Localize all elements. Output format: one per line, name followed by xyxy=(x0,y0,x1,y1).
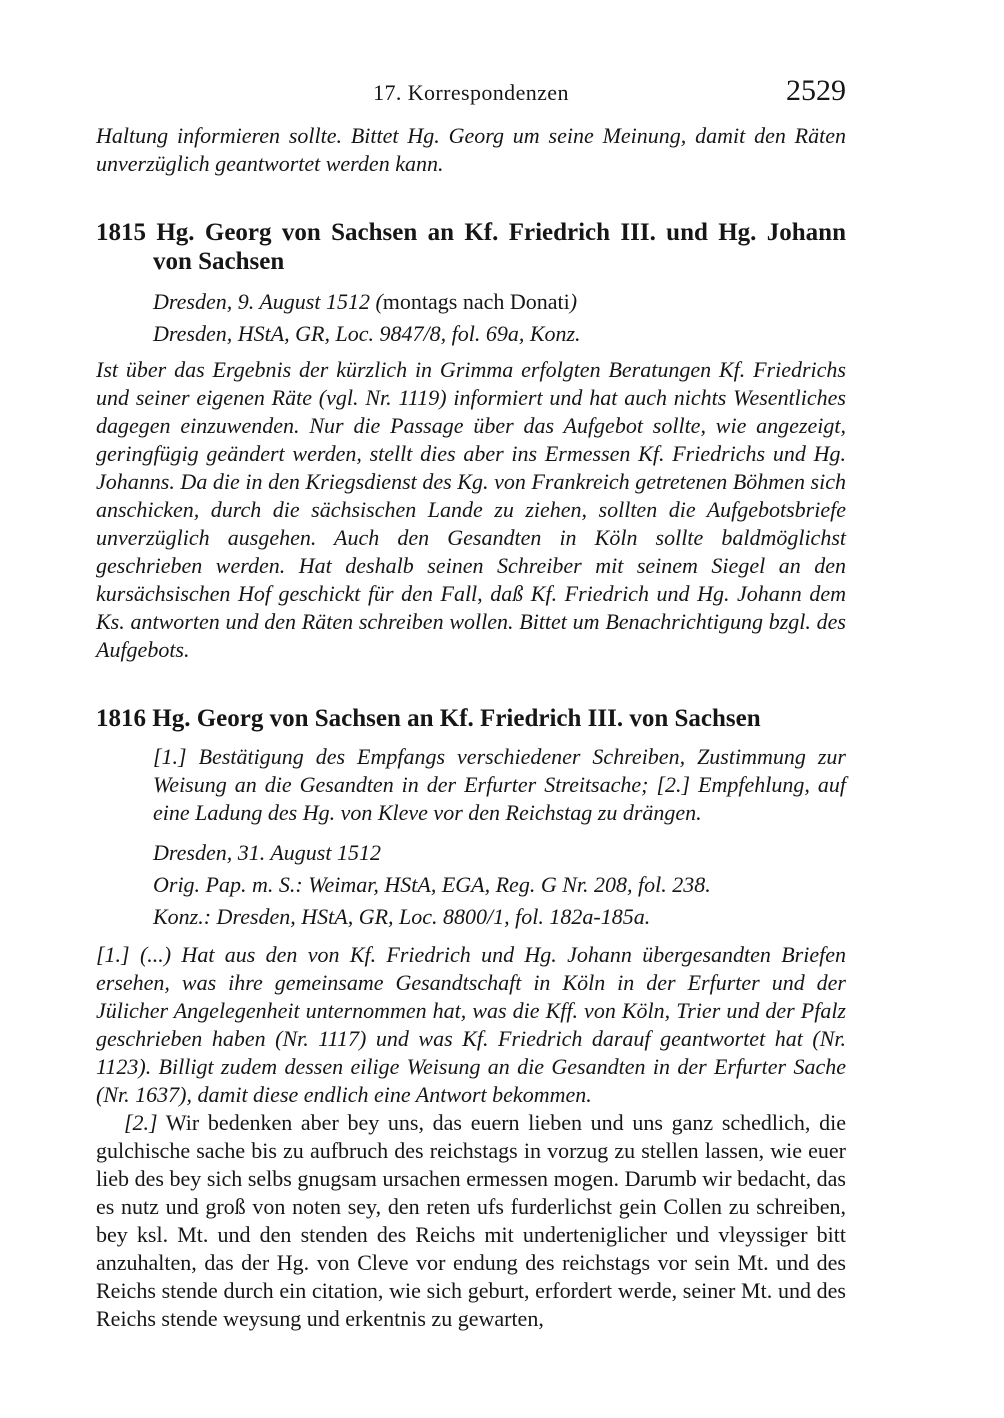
entry-1816-source-konz: Konz.: Dresden, HStA, GR, Loc. 8800/1, fol. 182a-185a. xyxy=(153,904,651,929)
entry-1815 xyxy=(96,218,846,664)
entry-1816-source-orig: Orig. Pap. m. S.: Weimar, HStA, EGA, Reg. G Nr. 208, fol. 238. xyxy=(153,872,711,897)
intro-paragraph: Haltung informieren sollte. Bittet Hg. Georg um seine Meinung, damit den Räten unverzüglich geantwortet werden kann. xyxy=(96,123,846,176)
entry-1815-date-gloss: montags nach Donati xyxy=(382,289,570,314)
entry-1816-heading xyxy=(96,704,846,733)
entry-1815-source-line: Dresden, HStA, GR, Loc. 9847/8, fol. 69a, Konz. xyxy=(153,321,581,346)
entry-1816-date-line: Dresden, 31. August 1512 xyxy=(153,840,381,865)
entry-1815-title: Hg. Georg von Sachsen an Kf. Friedrich III. und Hg. Johann von Sachsen xyxy=(153,219,846,275)
entry-1815-date-line xyxy=(153,288,846,316)
page-number: 2529 xyxy=(786,74,846,107)
entry-1815-date-place: Dresden, 9. August 1512 ( xyxy=(153,289,383,314)
page-header xyxy=(96,74,846,110)
entry-1815-number: 1815 xyxy=(96,219,146,246)
entry-1815-heading xyxy=(96,218,846,276)
entry-1816-title: Hg. Georg von Sachsen an Kf. Friedrich III. von Sachsen xyxy=(152,705,761,732)
entry-1816-para2-marker: [2.] xyxy=(124,1110,158,1135)
entry-1816-para1: [1.] (...) Hat aus den von Kf. Friedrich und Hg. Johann übergesandten Briefen ersehen, was ihre gemeinsame Gesandtschaft in Köln in der Erfurter und der Jülicher Angelegenheit unternommen hat, was die Kff. von Köln, Trier und der Pfalz geschrieben haben (Nr. 1117) und was Kf. Friedrich darauf geantwortet hat (Nr. 1123). Billigt zudem dessen eilige Weisung an die Gesandten in der Erfurter Sache (Nr. 1637), damit diese endlich eine Antwort bekommen. xyxy=(96,942,846,1107)
entry-1816-para2-text: Wir bedenken aber bey uns, das euern lieben und uns ganz schedlich, die gulchische sache bis zu aufbruch des reichstags in vorzug zu stellen lassen, wie euer lieb des bey sich selbs gnugsam ursachen ermessen mogen. Darumb wir bedacht, das es nutz und groß von noten sey, den reten ufs furderlichst gein Collen zu schreiben, bey ksl. Mt. und den stenden des Reichs mit underteniglicher und vleyssiger bitt anzuhalten, das der Hg. von Cleve vor endung des reichstags vor sein Mt. und des Reichs stende durch ein citation, wie sich geburt, erfordert werde, seiner Mt. und des Reichs stende weysung und erkentnis zu gewarten, xyxy=(96,1110,846,1331)
entry-1816-para2 xyxy=(96,1109,846,1333)
entry-1815-date-close: ) xyxy=(569,289,578,314)
entry-1816-number: 1816 xyxy=(96,705,146,732)
entry-1816-abstract: [1.] Bestätigung des Empfangs verschiedener Schreiben, Zustimmung zur Weisung an die Gesandten in der Erfurter Streitsache; [2.] Empfehlung, auf eine Ladung des Hg. von Kleve vor den Reichstag zu drängen. xyxy=(153,744,846,825)
entry-1816 xyxy=(96,704,846,1333)
running-header-title: 17. Korrespondenzen xyxy=(373,80,569,105)
entry-1815-summary: Ist über das Ergebnis der kürzlich in Grimma erfolgten Beratungen Kf. Friedrichs und seiner eigenen Räte (vgl. Nr. 1119) informiert und hat auch nichts Wesentliches dagegen einzuwenden. Nur die Passage über das Aufgebot sollte, wie angezeigt, geringfügig geändert werden, stellt dies aber ins Ermessen Kf. Friedrichs und Hg. Johanns. Da die in den Kriegsdienst des Kg. von Frankreich getretenen Böhmen sich anschicken, durch die sächsischen Lande zu ziehen, sollten die Aufgebotsbriefe unverzüglich ausgehen. Auch den Gesandten in Köln sollte baldmöglichst geschrieben werden. Hat deshalb seinen Schreiber mit seinem Siegel an den kursächsischen Hof geschickt für den Fall, daß Kf. Friedrich und Hg. Johann dem Ks. antworten und den Räten schreiben wollen. Bittet um Benachrichtigung bzgl. des Aufgebots. xyxy=(96,357,846,662)
